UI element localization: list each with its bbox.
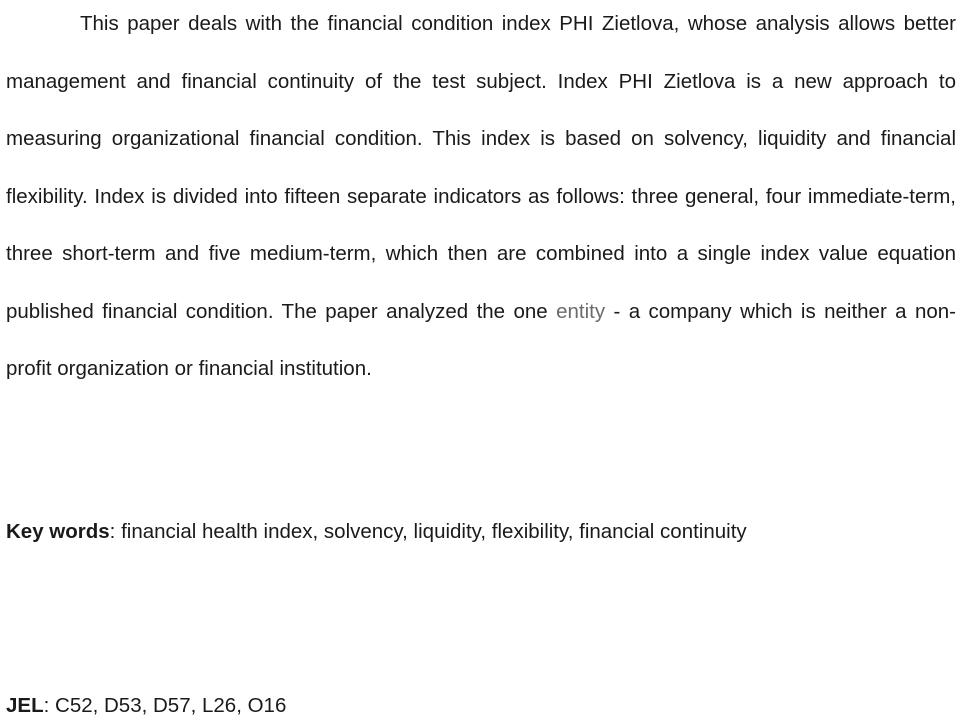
keywords-line	[6, 516, 747, 548]
jel-separator: :	[43, 694, 50, 717]
document-page	[6, 0, 956, 722]
abstract-text-end: - a company which is neither a non-profit organization or financial institution.	[6, 299, 956, 380]
keywords-label: Key words	[6, 520, 110, 543]
jel-label: JEL	[6, 694, 44, 717]
abstract-text-start: This paper deals with the financial condition index PHI Zietlova, whose analysis allows better management and financial continuity of the test subject. Index PHI Zietlova is a new approach to measuring organizational financial condition. This index is based on solvency, liquidity and financial flexibility. Index is divided into fifteen separate indicators as follows: three general, four immediate-term, three short-term and five medium-term, which then are combined into a single index value equation published financial condition. The paper analyzed the one	[6, 12, 956, 323]
jel-line	[6, 690, 286, 722]
abstract-paragraph	[6, 0, 956, 398]
jel-codes: C52, D53, D57, L26, O16	[49, 694, 287, 717]
keywords-separator: :	[109, 520, 116, 543]
keywords-value: financial health index, solvency, liquidity, flexibility, financial continuity	[115, 520, 747, 543]
abstract-entity-word: entity	[556, 299, 606, 323]
